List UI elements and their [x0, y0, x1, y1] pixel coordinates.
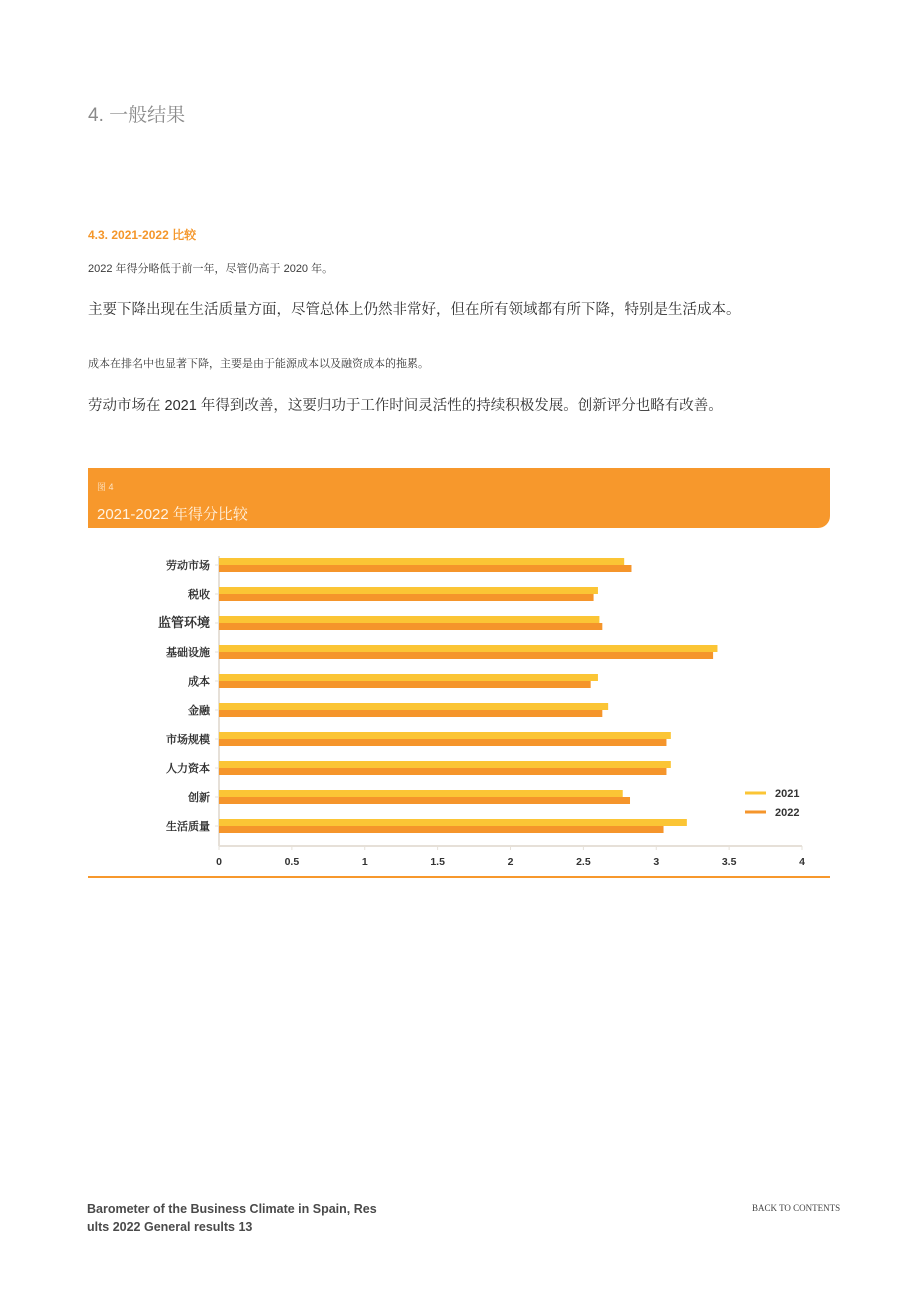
bar-2022 — [219, 681, 591, 688]
category-label: 基础设施 — [166, 646, 210, 659]
category-label: 监管环境 — [157, 616, 210, 631]
category-label: 生活质量 — [166, 820, 210, 833]
bar-2022 — [219, 652, 713, 659]
paragraph-quality-of-life: 主要下降出现在生活质量方面，尽管总体上仍然非常好，但在所有领域都有所下降，特别是生活成本。 — [88, 302, 741, 318]
paragraph-costs: 成本在排名中也显著下降，主要是由于能源成本以及融资成本的拖累。 — [88, 358, 429, 370]
x-tick-label: 4 — [799, 856, 805, 868]
figure-header — [88, 468, 830, 528]
bar-2021 — [219, 703, 608, 710]
bar-2022 — [219, 565, 631, 572]
bar-2021 — [219, 674, 598, 681]
category-label: 创新 — [188, 791, 210, 804]
bar-2022 — [219, 768, 666, 775]
figure-bottom-rule — [88, 876, 830, 878]
section-title: 4. 一般结果 — [88, 105, 186, 126]
category-label: 金融 — [188, 704, 210, 717]
paragraph-score-summary: 2022 年得分略低于前一年，尽管仍高于 2020 年。 — [88, 263, 334, 275]
figure-label: 图 4 — [97, 482, 114, 492]
x-tick-label: 3 — [653, 856, 660, 868]
bar-chart — [88, 540, 830, 874]
subsection-title: 4.3. 2021-2022 比较 — [88, 228, 197, 242]
back-to-contents-link[interactable]: BACK TO CONTENTS — [752, 1203, 841, 1213]
legend-label-2021: 2021 — [775, 788, 800, 800]
bar-2022 — [219, 797, 630, 804]
bar-2021 — [219, 558, 624, 565]
bar-2021 — [219, 790, 623, 797]
category-label: 人力资本 — [166, 762, 210, 775]
bar-2022 — [219, 623, 602, 630]
figure-title: 2021-2022 年得分比较 — [97, 506, 248, 523]
bar-2021 — [219, 616, 599, 623]
x-tick-label: 1 — [361, 856, 368, 868]
bar-2022 — [219, 739, 666, 746]
x-tick-label: 1.5 — [430, 856, 445, 868]
paragraph-labour-market: 劳动市场在 2021 年得到改善，这要归功于工作时间灵活性的持续积极发展。创新评分也略有改善。 — [88, 398, 723, 414]
footer-citation: Barometer of the Business Climate in Spain, Res ults 2022 General results 13 — [87, 1202, 377, 1234]
category-label: 劳动市场 — [166, 559, 210, 572]
category-label: 成本 — [188, 675, 210, 688]
bar-2021 — [219, 645, 717, 652]
bar-2021 — [219, 587, 598, 594]
x-tick-label: 3.5 — [721, 856, 737, 868]
x-tick-label: 0.5 — [284, 856, 300, 868]
category-label: 税收 — [188, 588, 210, 601]
legend-label-2022: 2022 — [775, 807, 800, 819]
bar-2021 — [219, 761, 671, 768]
x-tick-label: 2.5 — [576, 856, 591, 868]
bar-2022 — [219, 826, 664, 833]
bar-2021 — [219, 732, 671, 739]
x-tick-label: 0 — [216, 856, 222, 868]
x-tick-label: 2 — [507, 856, 514, 868]
bar-2022 — [219, 710, 602, 717]
bar-2022 — [219, 594, 594, 601]
bar-2021 — [219, 819, 687, 826]
category-label: 市场规模 — [166, 733, 210, 746]
